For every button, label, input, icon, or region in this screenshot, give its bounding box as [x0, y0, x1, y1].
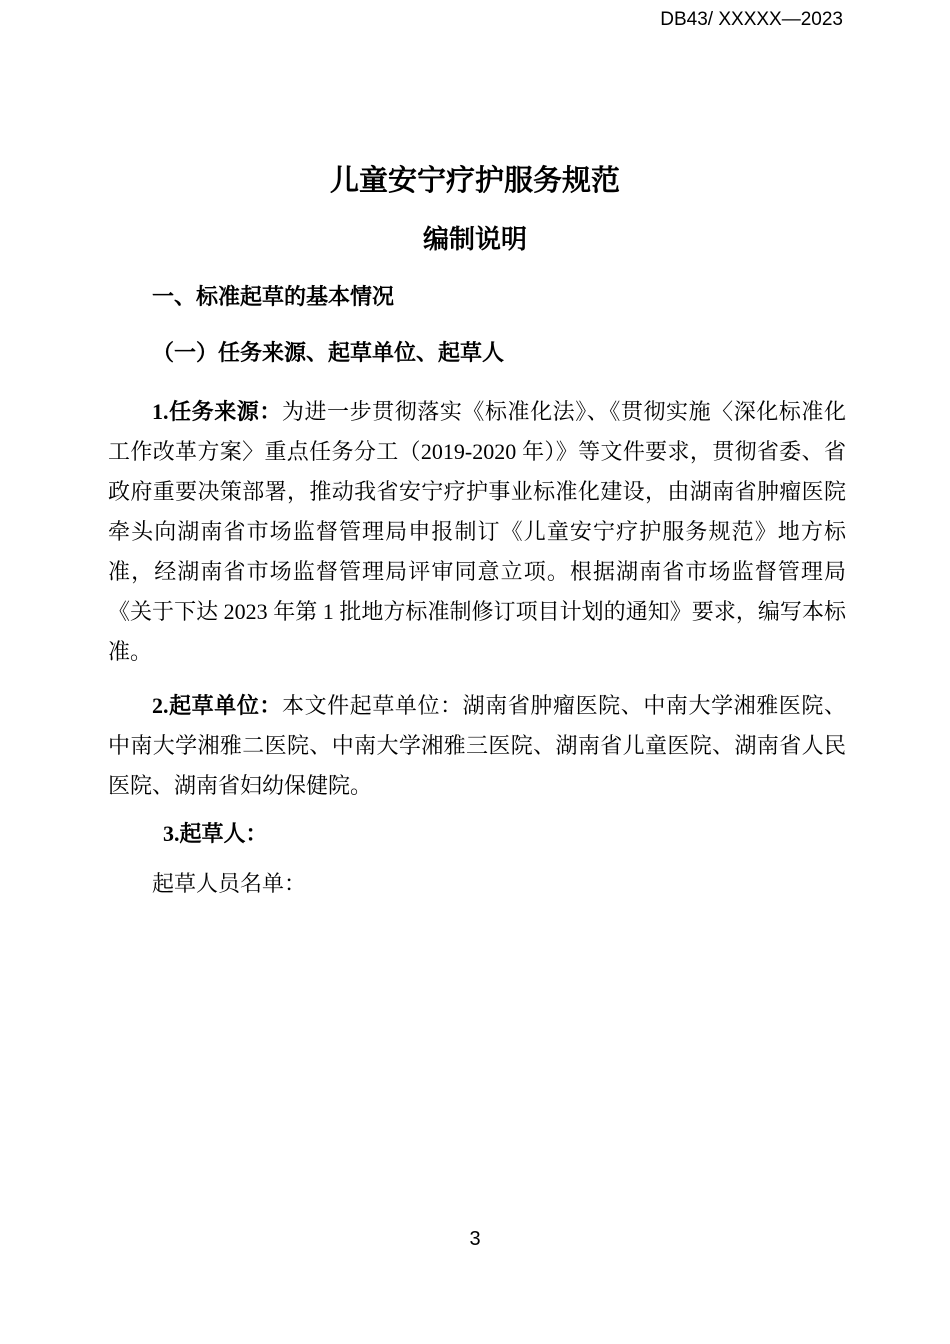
paragraph-drafters-list-caption: 起草人员名单： — [152, 871, 307, 896]
paragraph-drafting-units — [108, 686, 846, 806]
drafting-units-text: 本文件起草单位：湖南省肿瘤医院、中南大学湘雅医院、中南大学湘雅二医院、中南大学湘雅三医院、湖南省儿童医院、湖南省人民医院、湖南省妇幼保健院。 — [108, 693, 846, 798]
page-number: 3 — [469, 1228, 481, 1250]
document-subtitle: 编制说明 — [422, 224, 527, 254]
task-source-text: 为进一步贯彻落实《标准化法》、《贯彻实施〈深化标准化工作改革方案〉重点任务分工（2019-2020 年）》等文件要求，贯彻省委、省政府重要决策部署，推动我省安宁疗护事业标准化建设，由湖南省肿瘤医院牵头向湖南省市场监督管理局申报制订《儿童安宁疗护服务规范》地方标准，经湖南省市场监督管理局评审同意立项。根据湖南省市场监督管理局《关于下达 2023 年第 1 批地方标准制修订项目计划的通知》要求，编写本标准。 — [108, 399, 846, 664]
paragraph-task-source — [108, 392, 846, 672]
subsection-heading-task-source-units-drafters: （一）任务来源、起草单位、起草人 — [152, 340, 505, 365]
document-body — [108, 282, 846, 904]
paragraph-drafters-heading — [108, 814, 846, 854]
drafters-label: 3.起草人： — [163, 821, 268, 846]
section-heading-basic-situation: 一、标准起草的基本情况 — [152, 284, 395, 309]
drafting-units-label: 2.起草单位： — [152, 693, 282, 718]
document-title: 儿童安宁疗护服务规范 — [329, 165, 620, 197]
task-source-label: 1.任务来源： — [152, 399, 282, 424]
standard-code: DB43/ XXXXX—2023 — [660, 9, 843, 30]
